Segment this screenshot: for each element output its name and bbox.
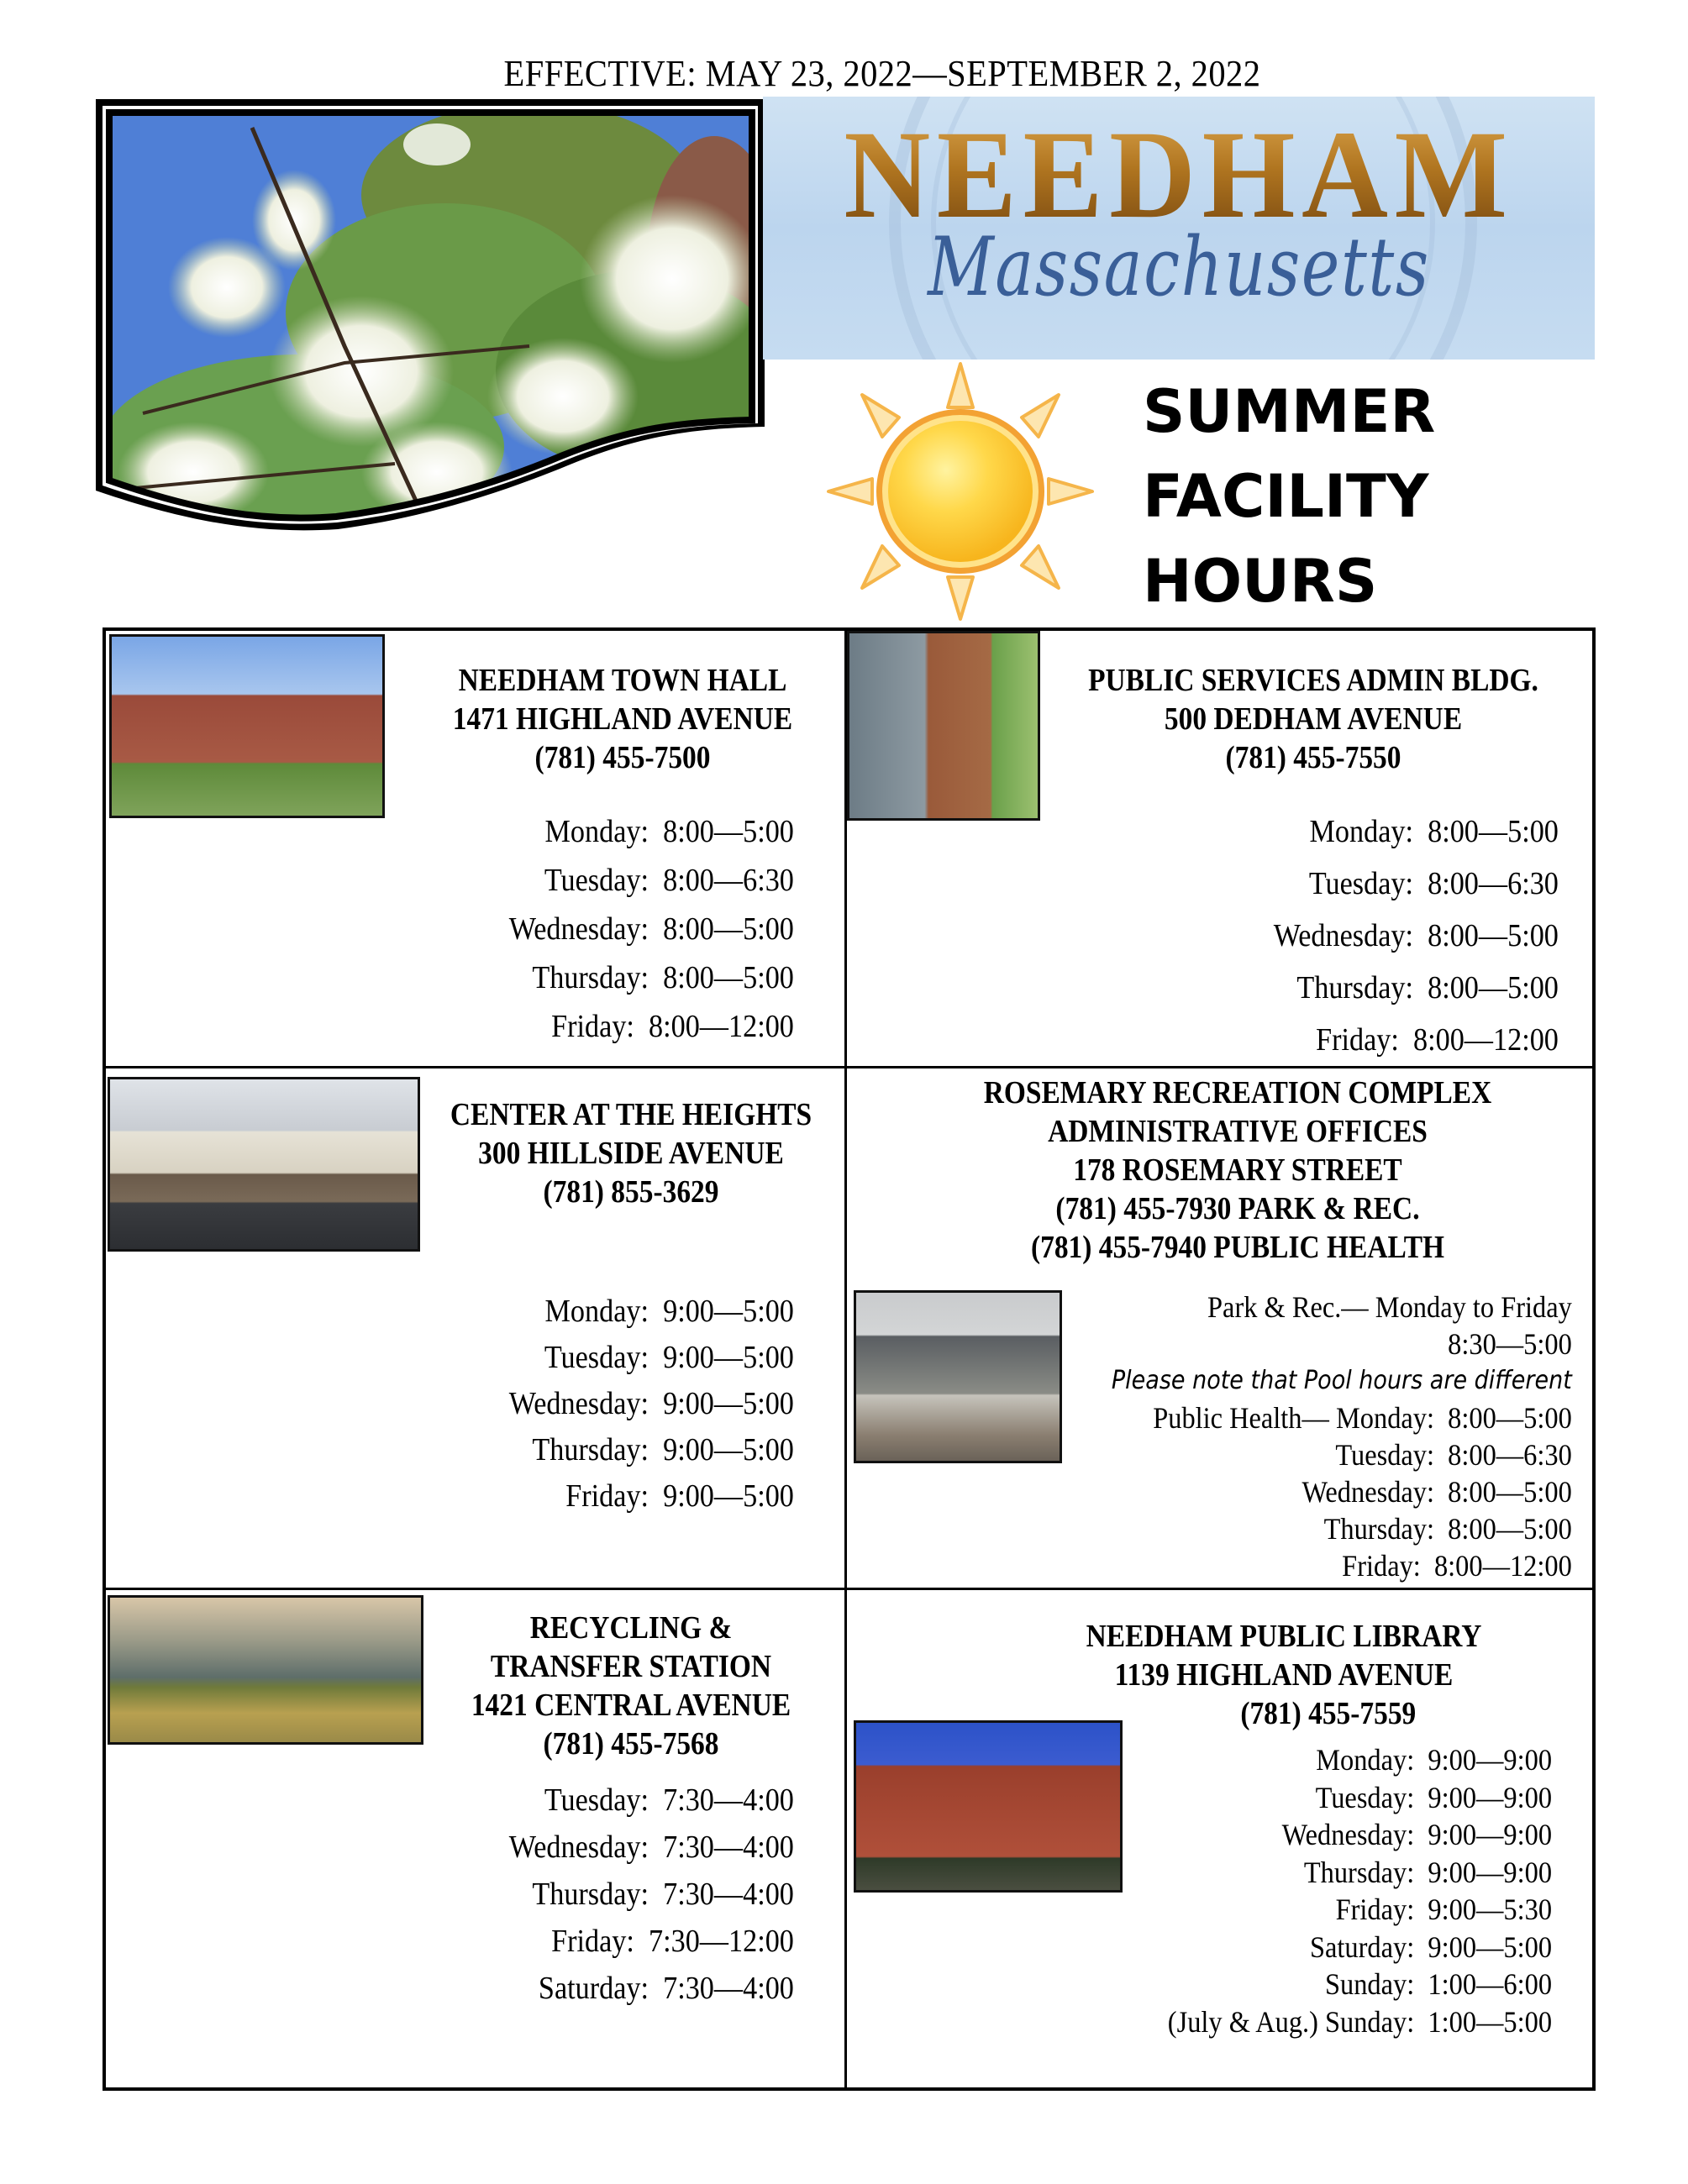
facility-subtitle: ADMINISTRATIVE OFFICES xyxy=(1048,1114,1428,1149)
hours-row xyxy=(509,856,794,905)
time-range: 9:00—5:00 xyxy=(1428,1929,1552,1964)
time-range: 9:00—5:00 xyxy=(663,1432,794,1467)
time-range: 9:00—9:00 xyxy=(1428,1780,1552,1814)
time-range: 8:00—5:00 xyxy=(1448,1401,1572,1435)
facility-address: 500 DEDHAM AVENUE xyxy=(1164,701,1463,737)
needham-massachusetts-banner xyxy=(763,97,1595,360)
day-label: Friday: xyxy=(551,1009,634,1044)
page-title xyxy=(1143,370,1580,624)
time-range: 9:00—5:30 xyxy=(1428,1893,1552,1926)
hours-row xyxy=(1168,1929,1552,1966)
day-label: Tuesday: xyxy=(1315,1780,1415,1814)
public-services-photo xyxy=(847,631,1040,821)
day-label: Monday: xyxy=(544,1294,649,1329)
day-label: Tuesday: xyxy=(1335,1438,1435,1472)
facility-name: NEEDHAM TOWN HALL xyxy=(458,663,787,698)
day-label: Thursday: xyxy=(1323,1512,1435,1546)
time-range: 7:30—4:00 xyxy=(663,1971,794,2006)
facility-header xyxy=(953,1074,1522,1267)
time-range: 8:00—5:00 xyxy=(1448,1475,1572,1509)
time-range: 8:00—5:00 xyxy=(663,814,794,849)
day-label: Tuesday: xyxy=(544,863,649,898)
day-label: Friday: xyxy=(1342,1549,1421,1583)
hours-row xyxy=(509,1335,794,1381)
hours-row xyxy=(509,1824,794,1871)
time-range: 8:00—12:00 xyxy=(1413,1022,1559,1058)
facility-name: RECYCLING & xyxy=(529,1610,733,1646)
hours-row xyxy=(1274,962,1559,1014)
hours-row xyxy=(1168,1966,1552,2003)
facility-phone: (781) 455-7500 xyxy=(534,740,711,775)
facility-name: ROSEMARY RECREATION COMPLEX xyxy=(983,1075,1492,1110)
day-label: Sunday: xyxy=(1324,1967,1415,2001)
facility-header xyxy=(1081,661,1546,777)
hero-flowering-tree-photo xyxy=(92,94,773,615)
library-photo xyxy=(854,1720,1123,1893)
day-label: Friday: xyxy=(1316,1022,1399,1058)
hours-list xyxy=(1242,806,1559,1066)
day-label: Thursday: xyxy=(1303,1855,1415,1889)
day-label: Tuesday: xyxy=(544,1782,649,1818)
hours-row xyxy=(509,807,794,856)
facility-header xyxy=(434,661,812,777)
recycling-photo xyxy=(108,1595,423,1745)
time-range: 8:00—5:00 xyxy=(1428,814,1559,849)
day-label: Thursday: xyxy=(532,1432,649,1467)
park-rec-time: 8:30—5:00 xyxy=(1448,1327,1572,1361)
hours-row xyxy=(1112,1547,1572,1584)
day-label: Tuesday: xyxy=(544,1340,649,1375)
hours-row xyxy=(1274,806,1559,858)
banner-town-name: NEEDHAM xyxy=(784,112,1575,238)
facility-recycling-transfer-station xyxy=(106,1590,847,2087)
park-rec-label: Park & Rec.— Monday to Friday xyxy=(1207,1290,1572,1324)
title-line-facility: FACILITY xyxy=(1143,462,1429,531)
day-label: Friday: xyxy=(551,1924,634,1959)
time-range: 9:00—9:00 xyxy=(1428,1855,1552,1889)
title-line-summer: SUMMER xyxy=(1143,377,1436,446)
facility-public-services-admin xyxy=(847,631,1592,1068)
time-range: 8:00—12:00 xyxy=(1434,1549,1572,1583)
time-range: 8:00—6:30 xyxy=(1448,1438,1572,1472)
time-range: 9:00—5:00 xyxy=(663,1340,794,1375)
day-label: Monday: xyxy=(1316,1743,1415,1777)
hours-row xyxy=(509,953,794,1002)
day-label: Friday: xyxy=(1335,1893,1415,1926)
facility-public-library xyxy=(847,1590,1592,2087)
hours-row xyxy=(509,1965,794,2012)
facility-header xyxy=(457,1609,805,1763)
hours-row xyxy=(1274,1014,1559,1066)
hours-row xyxy=(1168,2003,1552,2041)
town-hall-photo xyxy=(109,634,385,818)
day-label: Wednesday: xyxy=(508,1386,649,1421)
hours-list xyxy=(477,1289,794,1520)
sun-icon xyxy=(822,357,1099,626)
time-range: 8:00—6:30 xyxy=(1428,866,1559,901)
facility-phone-secondary: (781) 455-7940 PUBLIC HEALTH xyxy=(1030,1230,1445,1265)
hours-row xyxy=(1168,1854,1552,1892)
hours-row xyxy=(1112,1399,1572,1436)
facility-address: 1139 HIGHLAND AVENUE xyxy=(1114,1657,1454,1693)
hours-row xyxy=(509,1777,794,1824)
time-range: 1:00—5:00 xyxy=(1428,2004,1552,2039)
hours-row xyxy=(509,1002,794,1051)
hours-row xyxy=(509,1289,794,1335)
hours-row xyxy=(1168,1779,1552,1817)
facility-phone: (781) 455-7550 xyxy=(1225,740,1401,775)
facility-address: 1421 CENTRAL AVENUE xyxy=(471,1688,791,1723)
time-range: 7:30—4:00 xyxy=(663,1830,794,1865)
time-range: 9:00—5:00 xyxy=(663,1478,794,1514)
hours-row xyxy=(1112,1510,1572,1547)
time-range: 9:00—9:00 xyxy=(1428,1743,1552,1777)
time-range: 8:00—5:00 xyxy=(663,960,794,995)
day-label: Tuesday: xyxy=(1308,866,1414,901)
time-range: 7:30—4:00 xyxy=(663,1877,794,1912)
time-range: 9:00—5:00 xyxy=(663,1294,794,1329)
time-range: 9:00—5:00 xyxy=(663,1386,794,1421)
facility-header xyxy=(1077,1617,1491,1733)
hours-row xyxy=(509,1427,794,1473)
hours-list xyxy=(477,807,794,1051)
facility-phone: (781) 855-3629 xyxy=(543,1174,719,1210)
day-label: Thursday: xyxy=(532,1877,649,1912)
day-label: Monday: xyxy=(1309,814,1414,849)
banner-state-name: Massachusetts xyxy=(928,220,1430,314)
facility-phone: (781) 455-7930 PARK & REC. xyxy=(1055,1191,1420,1226)
facility-name: NEEDHAM PUBLIC LIBRARY xyxy=(1086,1619,1482,1654)
facilities-grid xyxy=(103,627,1596,2091)
facility-header xyxy=(450,1095,812,1211)
hours-row xyxy=(509,1871,794,1918)
day-label: Saturday: xyxy=(539,1971,649,2006)
hours-row xyxy=(1168,1741,1552,1779)
facility-address: 178 ROSEMARY STREET xyxy=(1073,1152,1402,1188)
hours-row xyxy=(1168,1816,1552,1854)
day-label: Wednesday: xyxy=(1301,1475,1435,1509)
hours-row xyxy=(509,905,794,953)
day-label: Friday: xyxy=(565,1478,649,1514)
hours-row xyxy=(1112,1436,1572,1473)
hours-row xyxy=(1274,910,1559,962)
day-label: Wednesday: xyxy=(1273,918,1414,953)
hours-row xyxy=(1274,858,1559,910)
hours-list xyxy=(1060,1289,1572,1584)
facility-name: PUBLIC SERVICES ADMIN BLDG. xyxy=(1088,663,1538,698)
time-range: 8:00—5:00 xyxy=(663,911,794,947)
time-range: 8:00—12:00 xyxy=(649,1009,794,1044)
facility-phone: (781) 455-7559 xyxy=(1240,1696,1417,1731)
facility-rosemary-recreation xyxy=(847,1068,1592,1590)
facility-address: 300 HILLSIDE AVENUE xyxy=(478,1136,784,1171)
day-label: Public Health— Monday: xyxy=(1153,1401,1435,1435)
facility-address: 1471 HIGHLAND AVENUE xyxy=(452,701,793,737)
facility-town-hall xyxy=(106,631,847,1068)
facility-subtitle: TRANSFER STATION xyxy=(490,1649,772,1684)
hours-row xyxy=(509,1473,794,1520)
title-line-hours: HOURS xyxy=(1143,547,1378,616)
day-label: (July & Aug.) Sunday: xyxy=(1167,2004,1415,2039)
day-label: Saturday: xyxy=(1310,1929,1415,1964)
day-label: Thursday: xyxy=(1296,970,1414,1005)
hours-row xyxy=(509,1918,794,1965)
rosemary-photo xyxy=(854,1290,1062,1463)
time-range: 9:00—9:00 xyxy=(1428,1818,1552,1851)
facility-phone: (781) 455-7568 xyxy=(543,1726,719,1761)
day-label: Wednesday: xyxy=(1281,1818,1415,1851)
day-label: Thursday: xyxy=(532,960,649,995)
day-label: Monday: xyxy=(544,814,649,849)
time-range: 8:00—5:00 xyxy=(1428,970,1559,1005)
time-range: 8:00—6:30 xyxy=(663,863,794,898)
effective-dates: EFFECTIVE: MAY 23, 2022—SEPTEMBER 2, 2022 xyxy=(503,53,1261,94)
center-at-heights-photo xyxy=(108,1077,420,1252)
time-range: 8:00—5:00 xyxy=(1448,1512,1572,1546)
time-range: 7:30—12:00 xyxy=(649,1924,794,1959)
hours-list xyxy=(477,1777,794,2012)
day-label: Wednesday: xyxy=(508,1830,649,1865)
facility-name: CENTER AT THE HEIGHTS xyxy=(450,1097,812,1132)
hours-row xyxy=(1168,1891,1552,1929)
time-range: 1:00—6:00 xyxy=(1428,1967,1552,2001)
hours-list xyxy=(1125,1741,1552,2040)
pool-hours-note: Please note that Pool hours are different xyxy=(1112,1366,1572,1395)
time-range: 7:30—4:00 xyxy=(663,1782,794,1818)
day-label: Wednesday: xyxy=(508,911,649,947)
hours-row xyxy=(1112,1473,1572,1510)
hours-row xyxy=(509,1381,794,1427)
facility-center-at-the-heights xyxy=(106,1068,847,1590)
time-range: 8:00—5:00 xyxy=(1428,918,1559,953)
